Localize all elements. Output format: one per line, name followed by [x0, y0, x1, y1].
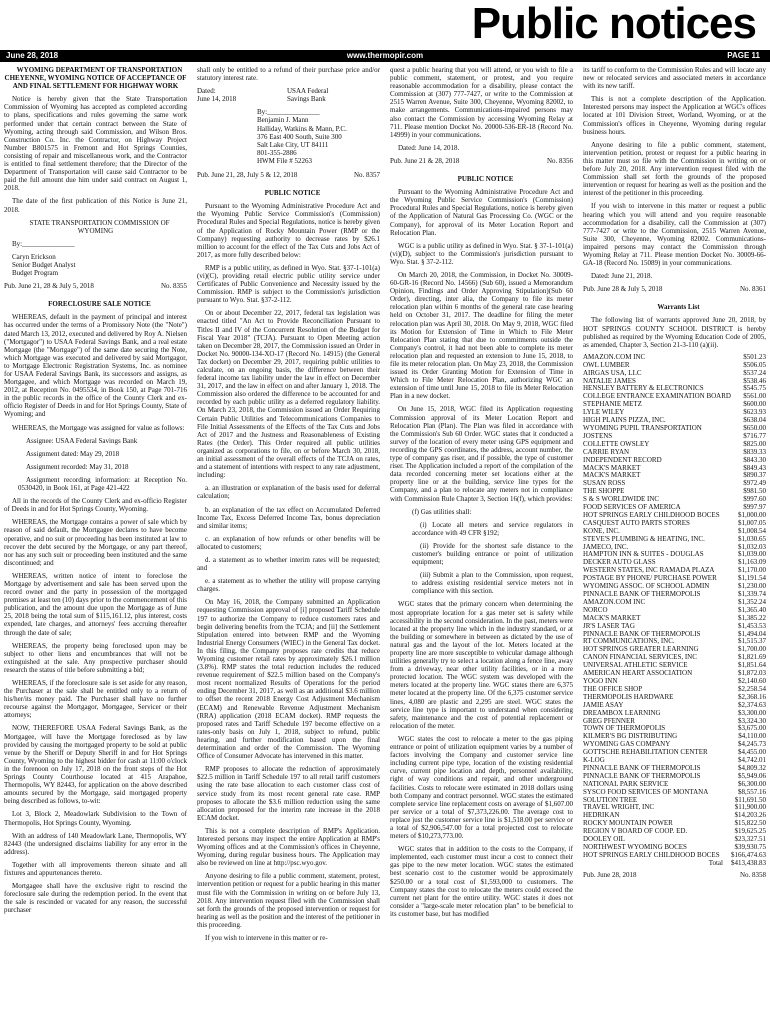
- payee-name: THE OFFICE SHOP: [583, 684, 643, 693]
- warrant-amount: $15,822.50: [734, 819, 766, 828]
- payee-name: STEPHANIE METZ: [583, 400, 642, 409]
- payee-name: WESTERN STATES, INC RAMADA PLAZA: [583, 566, 715, 575]
- publication-dates: Pub. June 21 & 28, 2018: [390, 156, 460, 165]
- assignment-detail: Assignee: USAA Federal Savings Bank: [26, 436, 138, 445]
- warrant-amount: $561.00: [743, 392, 766, 401]
- warrant-amount: $3,324.30: [738, 716, 766, 725]
- publication-line: [583, 285, 766, 293]
- warrant-amount: $2,368.16: [738, 692, 766, 701]
- warrant-amount: $3,675.00: [738, 724, 766, 733]
- payee-name: NORTHWEST WYOMING BOCES: [583, 843, 687, 851]
- payee-name: REGION V BOARD OF COOP. ED.: [583, 827, 688, 836]
- publication-dates: Pub. June 28 & July 5, 2018: [583, 285, 663, 294]
- warrant-amount: $14,203.26: [734, 811, 766, 820]
- column-1: [4, 66, 187, 1020]
- payee-name: NORCO: [583, 605, 608, 614]
- warrant-amount: $2,258.54: [738, 684, 766, 693]
- notice-paragraph: On or about December 22, 2017, federal tax legislation was enacted titled "An Act to Provide Reconciliation Pursuant to Titles II and IV of the Concurrent Resolution of the Budget for Fiscal Year 2018" (TCJA). Pursuant to Open Meeting action taken on December 28, 2017, the Commission issued an Order in Docket No. 90000-134-XO-17 (Record No. 14915) (the General Tax docket) on December 29, 2017, requiring public utilities to calculate, on an ongoing basis, the difference between their federal income tax liability under the law in effect on December 31, 2017, and the law in effect on and after January 1, 2018. The Commission also ordered the difference to be accounted for and recorded by each public utility as a deferred regulatory liability. On March 23, 2018, the Commission issued an Order Requiring Certain Public Utilities and Telecommunications Companies to File Initial Assessments of the Effects of the Tax Cuts and Jobs Act of 2017 and the Justness and Reasonableness of Existing Rates (the Order). This Order required all public utilities organized as corporations to file, on or before March 30, 2018, an initial assessment of the overall effects of the TCJA on rates, and a statement of intentions with respect to any rate adjustment, including:: [197, 309, 380, 480]
- warrant-amount: $5,949.06: [738, 771, 766, 780]
- warrant-amount: $1,008.54: [738, 526, 766, 535]
- payee-name: DOOLEY OIL: [583, 835, 625, 844]
- payee-name: AMAZON.COM INC: [583, 597, 646, 606]
- notice-paragraph: WGC states the cost to relocate a meter to the gas piping entrance or point of utilization equipment varies by a number of factors involving the Company and customer service line including current pipe type, location of the existing residential curve, current pipe location and depth, personnel availability, right of way conditions and repair, and other underground facilities. Costs to relocate were estimated in 2018 dollars using both Company and contract personnel. WGC states the estimated complete service line replacement costs on average of $1,607.00 per service or a total of $7,373,226.00. The average cost to replace just the customer service line is $1,518.00 per service or a total of $2,906,547.00 for a total projected cost to relocate meters of $10,273,773.00.: [390, 734, 573, 841]
- payee-name: JAMECO, INC.: [583, 542, 629, 551]
- payee-name: PINNACLE BANK OF THERMOPOLIS: [583, 763, 701, 772]
- notice-paragraph: On June 15, 2018, WGC filed its Application requesting Commission approval of its Meter Location Report and Relocation Plan (Plan). The Plan was filed in accordance with the Commission's Sub 60 Order. WGC states that it conducted a survey of the location of every meter using GPS equipment and recording the GPS coordinates, the address, account number, the type of company gas riser, and if possible, the type of customer riser. The Application included a report of the compilation of the data recorded concerning meter set locations either at the property line or at the building, service line types for the Company, and a plan to relocate any meters not in compliance with Commission Rule Chapter 3, Section 16(f), which provides:: [390, 405, 573, 503]
- payee-name: WYOMING GAS COMPANY: [583, 740, 671, 749]
- payee-name: HOT SPRINGS EARLY CHILDHOOD BOCES: [583, 510, 720, 519]
- payee-name: HAMPTON INN & SUITES - DOUGLAS: [583, 550, 704, 559]
- assignment-detail: Assignment dated: May 29, 2018: [26, 449, 120, 458]
- warrant-amount: $1,352.24: [738, 597, 766, 606]
- firm-address: 376 East 400 South, Suite 300: [257, 132, 342, 141]
- warrant-amount: $1,030.65: [738, 534, 766, 543]
- warrant-amount: $1,032.03: [738, 542, 766, 551]
- warrant-amount: $19,625.25: [734, 827, 766, 836]
- notice-paragraph: Together with all improvements thereon situate and all fixtures and appurtenances thereto.: [4, 860, 187, 877]
- notice-paragraph: The date of the first publication of this Notice is June 21, 2018.: [4, 197, 187, 214]
- payee-name: THE SHOPPE: [583, 487, 625, 496]
- notice-paragraph: This is not a complete description of RMP's Application. Interested persons may inspect the entire Application at RMP's Wyoming offices and at the Commission's offices in Cheyenne, Wyoming, during regular business hours. The Application may also be reviewed on line at http://psc.wyo.gov.: [197, 826, 380, 868]
- file-number: HWM File # 52263: [257, 156, 313, 165]
- bank-col: [287, 87, 328, 103]
- notice-paragraph: WHEREAS, the Mortgage contains a power of sale which by reason of said default, the Mortgagee declares to have become operative, and no suit or proceeding has been instituted at law to recover the debt secured by the Mortgage, or any part thereof, nor has any such suit or proceeding been instituted and the same discontinued; and: [4, 518, 187, 567]
- payee-name: K-LOG: [583, 756, 605, 765]
- notice-number: No. 8355: [160, 282, 187, 291]
- column-4: [583, 66, 766, 1020]
- rule-item: (f) Gas utilities shall:: [412, 507, 472, 516]
- warrant-amount: $1,170.00: [738, 566, 766, 575]
- warrant-amount: $600.00: [743, 400, 766, 409]
- payee-name: CARRIE RYAN: [583, 447, 630, 456]
- firm-phone: 801-355-2886: [257, 148, 297, 157]
- notice-paragraph: RMP proposes to allocate the reduction of approximately $22.5 million in Tariff Schedule 197 to all retail tariff customers using the rate base allocation to each customer class cost of service study from its most recent general rate case. RMP proposes to allocate the $3.6 million reduction using the same allocation proposed for the interim rate increase in the 2018 ECAM docket.: [197, 765, 380, 822]
- list-item: c. an explanation of how refunds or other benefits will be allocated to customers;: [197, 534, 380, 551]
- notice-paragraph: On March 20, 2018, the Commission, in Docket No. 30009-60-GR-16 (Record No. 14566) (Sub 60), issued a Memorandum Opinion, Findings and Order Approving Stipulation)(Sub 60 Order), directing, inter alia, the Company to file its meter relocation plan within 6 months of the general rate case hearing held on October 31, 2017. The deadline for filing the meter relocation plan was April 30, 2018. On May 9, 2018, WGC filed its Motion for Extension of Time in Which to File Meter Relocation Plan stating that due to commitments outside the Company's control, it had not been able to complete its meter relocation plan and requested an extension to June 15, 2018, to file its meter relocation plan. On May 23, 2018, the Commission issued its Order Granting Motion for Extension of Time in Which to File Meter Relocation Plan, authorizing WGC an extension of time until June 15, 2018 to file its Meter Relocation Plan in a new docket.: [390, 270, 573, 401]
- bank-name: Savings Bank: [287, 95, 326, 104]
- warrant-amount: $4,110.00: [738, 732, 766, 741]
- payee-name: CASQUEST AUTO PARTS STORES: [583, 518, 690, 527]
- warrant-amount: $4,245.73: [738, 740, 766, 749]
- assignment-detail: Assignment recorded: May 31, 2018: [26, 462, 129, 471]
- warrant-amount: $2,140.60: [738, 676, 766, 685]
- payee-name: KILMER'S BG DISTRIBUTING: [583, 732, 678, 741]
- notice-paragraph: Lot 3, Block 2, Meadowlark Subdivision to the Town of Thermopolis, Hot Springs County, Wyoming.: [4, 810, 187, 827]
- assignment-detail: Assignment recording information: at Reception No. 0530420, in Book 161, at Page 421-422: [18, 475, 187, 493]
- notice-paragraph: WGC states that the primary concern when determining the most appropriate location for a gas meter set is safety while accessibility in the second consideration. In the past, meters were located at the property line which in the industry standard, or at the building or somewhere in between as dictated by the use of natural gas and the layout of the lot. Meters located at the property line are more susceptible to vehicular damage although utilities generally try to select a location along a fence line, away from a driveway, near other utility facilities, or in a more protected location. The WGC system was developed with the meters located at the property line. WGC states there are 6,375 meter located at the property line. Of the 6,375 customer service lines, 4,080 are plastic and 2,295 are steel. WGC states the service line type is important to understand when considering safety, maintenance and the cost of potential replacement or relocation of the meter.: [390, 600, 573, 730]
- signer-title: Senior Budget Analyst: [12, 260, 76, 269]
- payee-name: DECKER AUTO GLASS: [583, 558, 656, 567]
- notice-number: No. 8356: [546, 156, 573, 165]
- warrant-amount: $716.77: [743, 431, 766, 440]
- payee-name: PINNACLE BANK OF THERMOPOLIS: [583, 629, 701, 638]
- warrants-total-row: [583, 860, 766, 868]
- signature-line: By:_______________: [12, 239, 75, 248]
- notice-paragraph: WHEREAS, default in the payment of principal and interest has occurred under the terms of a Promissory Note (the "Note") dated March 13, 2012, executed and delivered by Roy A. Nielsen ("Mortgagor") to USAA Federal Savings Bank, and a real estate Mortgage (the "Mortgage") of the same date securing the Note, which Mortgage was executed and delivered by said Mortgagor, to Mortgage Electronic Registration Systems, Inc. as nominee for USAA Federal Savings Bank, its successors and assigns, as Mortgagee, and which Mortgage was recorded on March 19, 2012, at Reception No. 0495534, in Book 150, at Page 701-716 in the public records in the office of the County Clerk and ex-officio Register of Deeds in and for Hot Springs County, State of Wyoming; and: [4, 313, 187, 419]
- warrant-amount: $537.24: [743, 368, 766, 377]
- payee-name: TOWN OF THERMOPOLIS: [583, 724, 666, 733]
- warrant-amount: $4,809.32: [738, 763, 766, 772]
- masthead: [0, 0, 770, 48]
- warrant-amount: $501.23: [743, 352, 766, 361]
- payee-name: JAMIE ASAY: [583, 700, 624, 709]
- warrant-amount: $890.37: [743, 471, 766, 480]
- signature-line: By:_______________: [257, 108, 320, 117]
- signer-name: Caryn Erickson: [12, 252, 56, 261]
- dated-line: Dated: June 21, 2018.: [591, 272, 653, 281]
- notice-heading: WYOMING DEPARTMENT OF TRANSPORTATION CHEYENNE, WYOMING NOTICE OF ACCEPTANCE OF AND FINAL SETTLEMENT FOR HIGHWAY WORK: [4, 66, 187, 91]
- payee-name: NATIONAL PARK SERVICE: [583, 779, 669, 788]
- warrant-amount: $1,515.37: [738, 637, 766, 646]
- payee-name: AMERICAN HEART ASSOCIATION: [583, 669, 693, 678]
- warrant-amount: $849.43: [743, 463, 766, 472]
- warrant-amount: $23,327.51: [734, 835, 766, 844]
- payee-name: UNIVERSAL ATHLETIC SERVICE: [583, 661, 688, 670]
- notice-paragraph: Anyone desiring to file a public comment, statement, protest, intervention petition or request for a public hearing in this matter must file with the Commission in writing on or before July 13, 2018. Any intervention request filed with the Commission shall set forth the grounds of the proposed intervention or request for hearing as well as the position and the interest of the petitioner in this proceeding.: [197, 872, 380, 929]
- warrant-amount: $1,230.00: [738, 582, 766, 591]
- warrant-amount: $166,474.63: [731, 850, 766, 859]
- notice-paragraph: NOW, THEREFORE USAA Federal Savings Bank, as the Mortgagee, will have the Mortgage foreclosed as by law provided by causing the mortgaged property to be sold at public venue by the Sheriff or Deputy Sheriff in and for Hot Springs County, Wyoming to the highest bidder for cash at 11:00 o'clock in the forenoon on July 17, 2018 on the front steps of the Hot Springs County Courthouse located at 415 Arapahoe, Thermopolis, WY 82443, for application on the above described amounts secured by the Mortgage, said mortgaged property being described as follows, to-wit:: [4, 724, 187, 806]
- notice-heading: FORECLOSURE SALE NOTICE: [48, 300, 151, 309]
- publication-dates: Pub. June 28, 2018: [583, 870, 637, 879]
- notice-number: No. 8357: [353, 171, 380, 180]
- payee-name: HIGH PLAINS PIZZA, INC.: [583, 416, 666, 425]
- warrant-amount: $638.04: [743, 416, 766, 425]
- publication-line: [4, 282, 187, 290]
- payee-name: FOOD SERVICES OF AMERICA: [583, 503, 681, 512]
- notice-paragraph: If you wish to intervene in this matter or request a public hearing which you will attend and you require reasonable accommodation for a disability, call the Commission at (307) 777-7427 or write to the Commission, 2515 Warren Avenue, Suite 300, Cheyenne, Wyoming 82002. Communications-impaired persons may contact the Commission through Wyoming Relay at 711. Please mention Docket No. 30009-66-GA-18 (Record No. 15089) in your communications.: [583, 202, 766, 268]
- payee-name: MACK'S MARKET: [583, 463, 641, 472]
- rule-item: (i) Locate all meters and service regulators in accordance with 49 CFR §192;: [412, 520, 573, 537]
- payee-name: DREAMBOX LEARNING: [583, 708, 661, 717]
- payee-name: HOT SPRINGS GREATER LEARNING: [583, 645, 699, 654]
- warrant-amount: $623.93: [743, 408, 766, 417]
- payee-name: PINNACLE BANK OF THERMOPOLIS: [583, 771, 701, 780]
- warrant-amount: $981.50: [743, 487, 766, 496]
- notice-paragraph: Anyone desiring to file a public comment, statement, intervention petition, protest or request for a public hearing in this matter must so file with the Commission in writing on or before July 20, 2018. Any intervention request filed with the Commission shall set forth the grounds of the proposed intervention or request for hearing as well as the position and the interest of the petitioner in this proceeding.: [583, 140, 766, 198]
- payee-name: GOTTSCHE REHABILITATION CENTER: [583, 748, 708, 757]
- total-label: Total: [708, 858, 723, 867]
- publication-dates: Pub. June 21, 28 & July 5, 2018: [4, 282, 94, 291]
- payee-name: MACK'S MARKET: [583, 471, 641, 480]
- warrant-amount: $839.33: [743, 447, 766, 456]
- payee-name: SOLUTION TREE: [583, 795, 638, 804]
- notice-heading: PUBLIC NOTICE: [457, 175, 514, 184]
- warrant-amount: $972.49: [743, 479, 766, 488]
- warrant-amount: $997.60: [743, 495, 766, 504]
- warrant-amount: $2,374.63: [738, 700, 766, 709]
- column-2: [197, 66, 380, 1020]
- payee-name: CANON FINANCIAL SERVICES, INC: [583, 653, 697, 662]
- payee-name: COLLETTE OWSLEY: [583, 439, 650, 448]
- payee-name: OWL LUMBER: [583, 360, 630, 369]
- warrant-amount: $1,385.22: [738, 613, 766, 622]
- warrant-amount: $8,557.16: [738, 787, 766, 796]
- payee-name: GREG PFENNER: [583, 716, 635, 725]
- warrant-amount: $1,000.00: [738, 510, 766, 519]
- payee-name: POSTAGE BY PHONE/ PURCHASE POWER: [583, 574, 717, 583]
- payee-name: JR'S LASER TAG: [583, 621, 635, 630]
- payee-name: SUSAN ROSS: [583, 479, 626, 488]
- list-item: d. a statement as to whether interim rates will be requested; and: [197, 555, 380, 573]
- list-item: b. an explanation of the tax effect on Accumulated Deferred Income Tax, Excess Deferred Income Tax, bonus depreciation and similar items;: [197, 505, 380, 530]
- notice-paragraph: Mortgagee shall have the exclusive right to rescind the foreclosure sale during the redemption period. In the event that the sale is rescinded or vacated for any reason, the successful purchaser: [4, 882, 187, 915]
- notice-paragraph: WGC states that in addition to the costs to the Company, if implemented, each customer must incur a cost to connect their gas pipe to the new meter location. WGC states the estimated best scenario cost to the customer would be approximately $250.00 or a total cost of $1,593,000 to customers. The Company states the cost to relocate the meters could exceed the current net plant for the entire utility. WGC states it does not consider a "large-scale meter relocation plan" to be beneficial to its customer base, but has modified: [390, 845, 573, 918]
- warrant-amount: $1,007.05: [738, 518, 766, 527]
- signer-department: Budget Program: [12, 269, 59, 278]
- payee-name: LYLE WILEY: [583, 408, 625, 417]
- warrants-table: [583, 354, 766, 868]
- rule-item: (ii) Provide for the shortest safe distance to the customer's building entrance or point of utilization equipment;: [412, 541, 573, 567]
- payee-name: NATALIE JAMES: [583, 376, 636, 385]
- notice-paragraph: its tariff to conform to the Commission Rules and will locate any new or relocated services and associated meters in accordance with its new tariff.: [583, 66, 766, 91]
- payee-name: HOT SPRINGS EARLY CHILDHOOD BOCES: [583, 850, 720, 859]
- dated-label: Dated:: [197, 87, 216, 96]
- notice-paragraph: If you wish to intervene in this matter or re-: [205, 934, 328, 942]
- payee-name: HENSLEY BATTERY & ELECTRONICS: [583, 384, 704, 393]
- notice-paragraph: All in the records of the County Clerk and ex-officio Register of Deeds in and for Hot Springs County, Wyoming.: [4, 497, 187, 514]
- warrant-amount: $4,455.00: [738, 748, 766, 757]
- warrant-amount: $1,163.09: [738, 558, 766, 567]
- notice-paragraph: WGC is a public utility as defined in Wyo. Stat. § 37-1-101(a)(vi)(D), subject to the Commission's jurisdiction pursuant to Wyo. Stat. § 37-2-112.: [390, 241, 573, 266]
- payee-name: WYOMING ASSOC. OF SCHOOL ADMIN: [583, 582, 710, 591]
- notice-paragraph: This is not a complete description of the Application. Interested persons may inspect the Application at WGC's offices located at 101 Division Street, Worland, Wyoming, or at the Commission's offices in Cheyenne, Wyoming during regular business hours.: [583, 95, 766, 136]
- notice-paragraph: Pursuant to the Wyoming Administrative Procedure Act and the Wyoming Public Service Commission's (Commission) Procedural Rules and Special Regulations, notice is hereby given of the Application of Natural Gas Processing Co. (WGC or the Company), for approval of its Meter Location Report and Relocation Plan.: [390, 188, 573, 237]
- payee-name: ROCKY MOUNTAIN POWER: [583, 819, 673, 828]
- notice-paragraph: On May 16, 2018, the Company submitted an Application requesting Commission approval of [i] proposed Tariff Schedule 197 to authorize the Company to reduce customers rates and begin delivering benefits from the TCJA; and [ii] the Settlement Stipulation entered into between RMP and the Wyoming Industrial Energy Consumers (WIEC) in the General Tax docket. In this filing, the Company proposes rate credits that reduce Wyoming customer retail rates by approximately $26.1 million (3.8%). RMP states the total reduction includes the reduced revenue requirement of $22.5 million based on the Company's most recent normalized Results of Operations for the period ending December 31, 2017, as well as an additional $3.6 million to offset the recent 2018 Energy Cost Adjustment Mechanism (ECAM) and Renewable Revenue Adjustment Mechanism (RRA) application (2018 ECAM docket). RMP requests the proposed rates and Tariff Schedule 197 become effective on a rates-only basis on July 1, 2018, subject to refund, public hearing, and further modification based upon the final determination and order of the Commission. The Wyoming Office of Consumer Advocate has intervened in this matter.: [197, 598, 380, 761]
- list-item: a. an illustration or explanation of the basis used for deferral calculation;: [197, 484, 380, 501]
- payee-name: RT COMMUNICATIONS, INC.: [583, 637, 675, 646]
- notice-paragraph: quest a public hearing that you will attend, or you wish to file a public comment, statement, or protest, and you require reasonable accommodation for a disability, please contact the Commission at (307) 777-7427, or write to the Commission at 2515 Warren Avenue, Suite 300, Cheyenne, Wyoming 82002, to make arrangements. Communications-impaired persons may also contact the Commission by accessing Wyoming Relay at 711. Please mention Docket No. 20000-536-ER-18 (Record No. 14999) in your communications.: [390, 66, 573, 139]
- warrant-amount: $997.97: [743, 503, 766, 512]
- warrant-amount: $1,453.53: [738, 621, 766, 630]
- header-bar: [0, 50, 770, 62]
- notice-columns: [4, 66, 768, 1020]
- payee-name: INDEPENDENT RECORD: [583, 455, 662, 464]
- payee-name: TRAVEL WRIGHT, INC: [583, 803, 655, 812]
- warrant-amount: $11,691.50: [734, 795, 766, 804]
- notice-paragraph: The following list of warrants approved June 20, 2018, by HOT SPRINGS COUNTY SCHOOL DISTRICT is hereby published as required by the Wyoming Education Code of 2005, as amended, Chapter 3, Section 21-3-110 (a)(ii).: [583, 316, 766, 349]
- warrant-amount: $1,700.00: [738, 645, 766, 654]
- warrant-amount: $1,039.00: [738, 550, 766, 559]
- publication-line: [197, 171, 380, 179]
- warrant-amount: $11,900.00: [734, 803, 766, 812]
- warrant-amount: $3,300.00: [738, 708, 766, 717]
- list-item: e. a statement as to whether the utility will propose carrying charges.: [197, 577, 380, 594]
- warrant-amount: $1,851.64: [738, 661, 766, 670]
- attorney-block: [197, 108, 380, 165]
- warrant-amount: $4,742.01: [738, 756, 766, 765]
- notice-paragraph: Pursuant to the Wyoming Administrative Procedure Act and the Wyoming Public Service Commission's (Commission) Procedural Rules and Special Regulations, notice is hereby given of the Application of Rocky Mountain Power (RMP or the Company) requesting authority to decrease rates by $26.1 million to account for the effect of the Tax Cuts and Jobs Act of 2017, as more fully described below:: [197, 202, 380, 259]
- payee-name: KONE, INC.: [583, 526, 620, 535]
- publication-line: [390, 157, 573, 165]
- notice-heading: PUBLIC NOTICE: [264, 189, 321, 198]
- dated-col: [197, 87, 287, 103]
- signer-org: STATE TRANSPORTATION COMMISSION OF WYOMING: [29, 218, 170, 235]
- warrant-amount: $39,930.75: [734, 843, 766, 851]
- payee-name: COLLEGE ENTRANCE EXAMINATION BOARD: [583, 392, 731, 401]
- notice-heading: Warrants List: [657, 303, 700, 312]
- warrant-amount: $1,339.74: [738, 590, 766, 598]
- payee-name: S & S WORLDWIDE INC: [583, 495, 660, 504]
- warrant-amount: $538.46: [743, 376, 766, 385]
- payee-name: PINNACLE BANK OF THERMOPOLIS: [583, 590, 701, 598]
- publication-dates: Pub. June 21, 28, July 5 & 12, 2018: [197, 171, 298, 180]
- page-number: PAGE 11: [727, 51, 760, 60]
- payee-name: THERMOPOLIS HARDWARE: [583, 692, 674, 701]
- warrant-amount: $825.00: [743, 439, 766, 448]
- notice-number: No. 8358: [739, 870, 766, 879]
- warrant-amount: $1,191.54: [738, 574, 766, 583]
- notice-paragraph: WHEREAS, if the foreclosure sale is set aside for any reason, the Purchaser at the sale shall be entitled only to a return of his/her/its money paid. The Purchaser shall have no further recourse against the Mortgagor, Mortgagee, Servicer or their attorneys;: [4, 679, 187, 720]
- warrant-amount: $545.75: [743, 384, 766, 393]
- section-title: Public notices: [471, 0, 756, 48]
- rule-item: (iii) Submit a plan to the Commission, upon request, to address existing residential service meters not in compliance with this section.: [412, 571, 573, 596]
- payee-name: SYSCO FOOD SERVICES OF MONTANA: [583, 787, 709, 796]
- warrant-amount: $1,872.03: [738, 669, 766, 678]
- attorney-name: Benjamin J. Mann: [257, 116, 309, 125]
- payee-name: YOGO INN: [583, 676, 618, 685]
- dated-line: Dated: June 14, 2018.: [398, 143, 460, 152]
- warrant-amount: $6,300.00: [738, 779, 766, 788]
- total-value: $413,438.83: [731, 858, 766, 867]
- notice-paragraph: WHEREAS, the property being foreclosed upon may be subject to other liens and encumbrances that will not be extinguished at the sale. Any prospective purchaser should research the status of title before submitting a bid;: [4, 641, 187, 674]
- notice-number: No. 8361: [739, 285, 766, 294]
- dated-value: June 14, 2018: [197, 95, 237, 104]
- firm-city: Salt Lake City, UT 84111: [257, 140, 329, 149]
- publication-line: [583, 871, 766, 879]
- notice-paragraph: Notice is hereby given that the State Transportation Commission of Wyoming has accepted as completed according to plans, specifications and rules governing the same work performed under that certain contract between the State of Wyoming, acting through said Commission, and Wilson Bros. Construction Co. Inc. the Contractor, on Highway Project Number B801575 in Fremont and Hot Springs Counties, consisting of repair and miscellaneous work, and the Contractor is entitled to final settlement therefore; that the Director of the Department of Transportation will cause said Contractor to be paid the full amount due him under said contract on August 1, 2018.: [4, 95, 187, 193]
- warrant-amount: $506.05: [743, 360, 766, 369]
- dated-block: [197, 87, 380, 103]
- payee-name: AMAZON.COM INC: [583, 352, 646, 361]
- notice-paragraph: With an address of 140 Meadowlark Lane, Thermopolis, WY 82443 (the undersigned disclaims liability for any error in the address).: [4, 831, 187, 856]
- notice-paragraph: WHEREAS, written notice of intent to foreclose the Mortgage by advertisement and sale has been served upon the record owner and the party in possession of the mortgaged premises at least ten (10) days prior to the commencement of this publication, and the amount due upon the Mortgage as of June 25, 2018 being the total sum of $115,161.12, plus interest, costs expended, late charges, and attorneys' fees accruing thereafter through the date of sale;: [4, 571, 187, 637]
- warrant-amount: $1,821.69: [738, 653, 766, 662]
- bank-name: USAA Federal: [287, 87, 329, 96]
- payee-name: MACK'S MARKET: [583, 613, 641, 622]
- payee-name: STEVE'S PLUMBING & HEATING, INC.: [583, 534, 705, 543]
- payee-name: JOSTENS: [583, 431, 613, 440]
- warrant-amount: $1,365.40: [738, 605, 766, 614]
- warrant-amount: $650.00: [743, 423, 766, 432]
- payee-name: WYOMING PUPIL TRANSPORTATION: [583, 423, 702, 432]
- website-url[interactable]: www.thermopir.com: [346, 51, 424, 60]
- payee-name: AIRGAS USA, LLC: [583, 368, 642, 377]
- warrant-amount: $843.30: [743, 455, 766, 464]
- column-3: [390, 66, 573, 1020]
- payee-name: HEDRIKAN: [583, 811, 620, 820]
- law-firm: Halliday, Watkins & Mann, P.C.: [257, 124, 347, 133]
- notice-paragraph: shall only be entitled to a refund of their purchase price and/or statutory interest rate.: [197, 66, 380, 83]
- warrant-amount: $1,494.04: [738, 629, 766, 638]
- notice-paragraph: RMP is a public utility, as defined in Wyo. Stat. §37-1-101(a)(vi)(C), providing retail electric public utility service under Certificates of Public Convenience and Necessity issued by the Commission. RMP is subject to the Commission's jurisdiction pursuant to Wyo. Stat. §37-2-112.: [197, 263, 380, 305]
- notice-paragraph: WHEREAS, the Mortgage was assigned for value as follows:: [12, 423, 185, 432]
- issue-date: June 28, 2018: [6, 51, 59, 60]
